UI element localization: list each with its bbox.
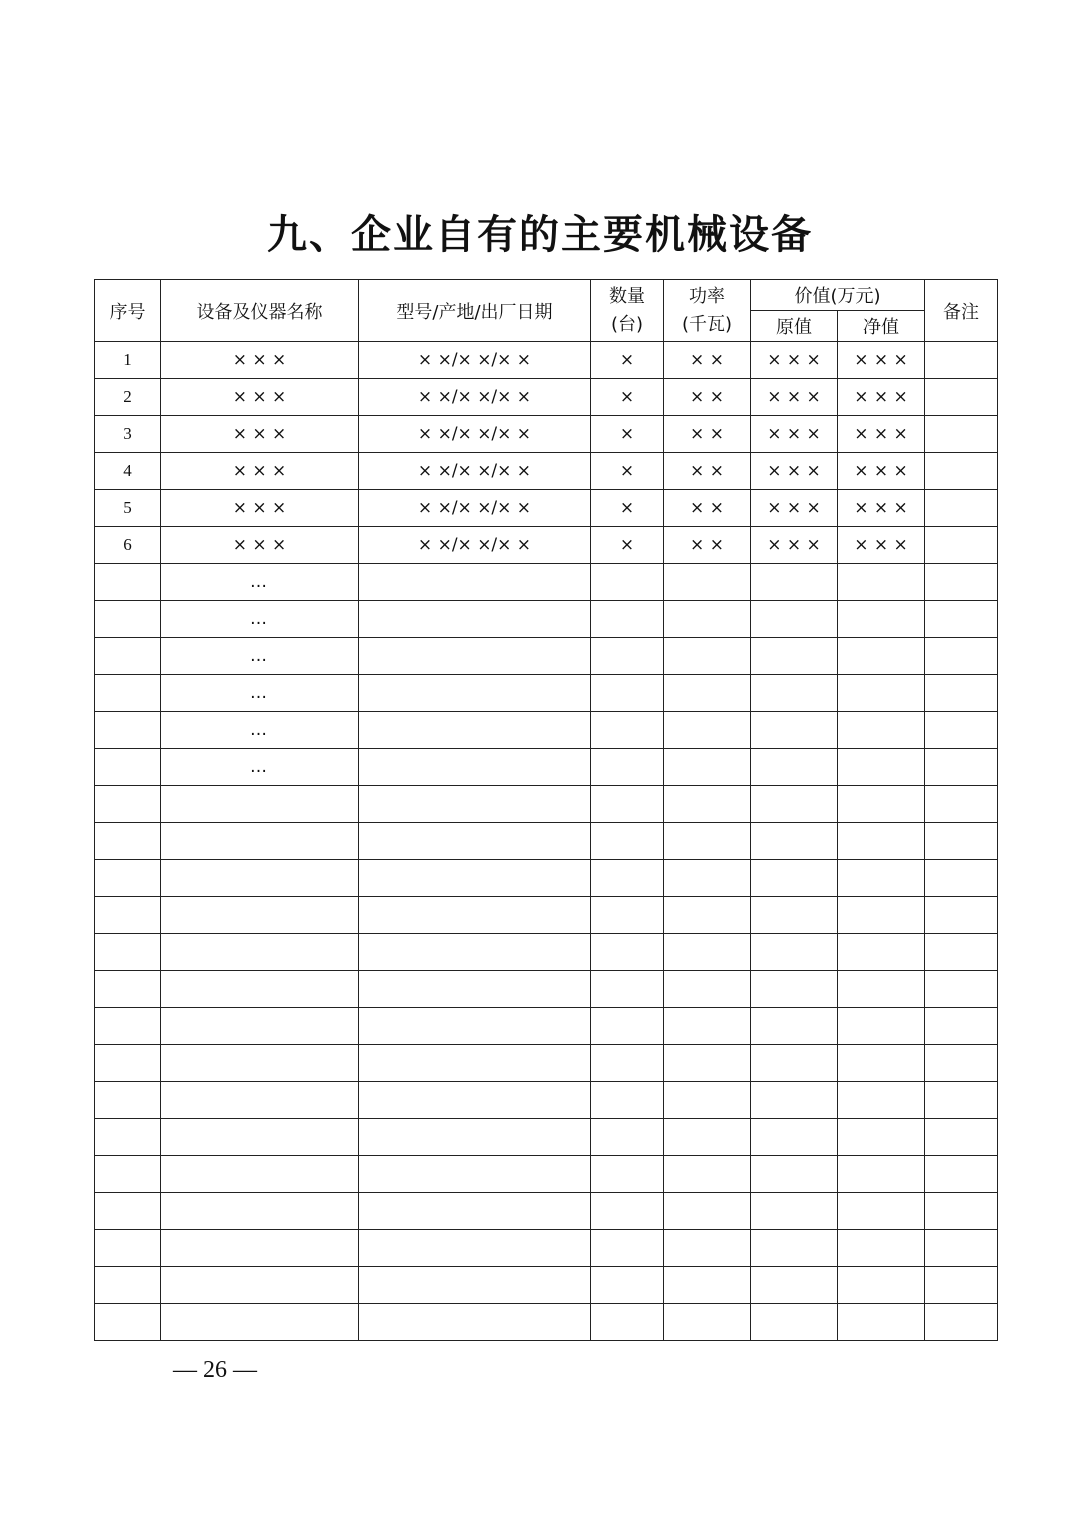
cell-quantity (591, 1082, 664, 1119)
cell-model (359, 1267, 591, 1304)
cell-quantity: × (591, 453, 664, 490)
header-quantity-unit: (台) (610, 313, 644, 335)
cell-name: … (161, 564, 359, 601)
header-remark: 备注 (925, 280, 998, 342)
cell-value-net (838, 675, 925, 712)
cell-name: … (161, 675, 359, 712)
cell-model (359, 675, 591, 712)
cell-quantity (591, 971, 664, 1008)
cell-model (359, 1082, 591, 1119)
cell-power (664, 564, 751, 601)
cell-value-net: × × × (838, 379, 925, 416)
cell-value-net (838, 601, 925, 638)
cell-remark (925, 971, 998, 1008)
cell-remark (925, 416, 998, 453)
cell-name (161, 1082, 359, 1119)
cell-model: × ×/× ×/× × (359, 453, 591, 490)
cell-value-net (838, 638, 925, 675)
cell-name: … (161, 712, 359, 749)
cell-value-original (751, 786, 838, 823)
cell-name (161, 823, 359, 860)
page-number: — 26 — (173, 1357, 257, 1383)
cell-remark (925, 638, 998, 675)
cell-seq: 4 (95, 453, 161, 490)
cell-value-net (838, 860, 925, 897)
cell-remark (925, 453, 998, 490)
table-row (95, 453, 998, 490)
cell-value-original (751, 675, 838, 712)
cell-value-net (838, 786, 925, 823)
cell-name (161, 971, 359, 1008)
cell-power (664, 638, 751, 675)
cell-value-original: × × × (751, 342, 838, 379)
cell-value-net (838, 1008, 925, 1045)
cell-remark (925, 860, 998, 897)
cell-value-original (751, 823, 838, 860)
cell-value-net (838, 823, 925, 860)
table-row (95, 416, 998, 453)
cell-value-net (838, 1230, 925, 1267)
cell-value-net (838, 1082, 925, 1119)
cell-remark (925, 1119, 998, 1156)
cell-quantity (591, 749, 664, 786)
cell-model (359, 1230, 591, 1267)
table-row (95, 1193, 998, 1230)
cell-name (161, 934, 359, 971)
cell-power (664, 1193, 751, 1230)
cell-seq (95, 749, 161, 786)
table-row (95, 1267, 998, 1304)
table-header (95, 280, 998, 342)
cell-remark (925, 712, 998, 749)
cell-value-net (838, 564, 925, 601)
cell-value-net (838, 712, 925, 749)
cell-seq (95, 1008, 161, 1045)
cell-value-original (751, 564, 838, 601)
cell-model (359, 749, 591, 786)
cell-remark (925, 749, 998, 786)
cell-quantity (591, 1156, 664, 1193)
cell-model (359, 1156, 591, 1193)
header-power (664, 280, 751, 342)
cell-value-net: × × × (838, 490, 925, 527)
cell-remark (925, 342, 998, 379)
cell-name: × × × (161, 379, 359, 416)
cell-value-net: × × × (838, 453, 925, 490)
cell-value-net (838, 1045, 925, 1082)
cell-value-original (751, 712, 838, 749)
cell-quantity (591, 675, 664, 712)
cell-value-original (751, 1156, 838, 1193)
cell-model (359, 823, 591, 860)
cell-remark (925, 1230, 998, 1267)
cell-seq (95, 823, 161, 860)
header-value: 价值(万元) (751, 280, 925, 311)
cell-power (664, 1156, 751, 1193)
cell-power (664, 675, 751, 712)
cell-quantity (591, 712, 664, 749)
cell-value-original (751, 1119, 838, 1156)
cell-model (359, 564, 591, 601)
table-row (95, 1230, 998, 1267)
cell-value-net (838, 971, 925, 1008)
cell-model (359, 971, 591, 1008)
cell-value-original (751, 1304, 838, 1341)
table-row (95, 342, 998, 379)
cell-power (664, 897, 751, 934)
cell-remark (925, 490, 998, 527)
cell-seq (95, 1193, 161, 1230)
cell-quantity (591, 823, 664, 860)
cell-remark (925, 601, 998, 638)
cell-seq (95, 712, 161, 749)
table-row (95, 675, 998, 712)
cell-quantity (591, 1193, 664, 1230)
cell-seq: 1 (95, 342, 161, 379)
cell-power: × × (664, 490, 751, 527)
cell-remark (925, 1082, 998, 1119)
table-row (95, 860, 998, 897)
cell-value-original (751, 897, 838, 934)
cell-model: × ×/× ×/× × (359, 379, 591, 416)
header-value-net: 净值 (838, 311, 925, 342)
cell-seq (95, 1045, 161, 1082)
cell-model (359, 860, 591, 897)
table-row (95, 490, 998, 527)
cell-power: × × (664, 379, 751, 416)
cell-value-original (751, 601, 838, 638)
cell-quantity (591, 1045, 664, 1082)
cell-seq (95, 564, 161, 601)
cell-value-original: × × × (751, 490, 838, 527)
cell-seq (95, 601, 161, 638)
cell-remark (925, 527, 998, 564)
cell-power: × × (664, 416, 751, 453)
equipment-table (94, 279, 998, 1341)
cell-model (359, 1045, 591, 1082)
cell-power (664, 786, 751, 823)
page-title: 九、企业自有的主要机械设备 (267, 211, 813, 258)
table-row (95, 786, 998, 823)
cell-quantity: × (591, 527, 664, 564)
header-power-unit: (千瓦) (681, 313, 733, 335)
cell-name (161, 897, 359, 934)
cell-value-net (838, 1193, 925, 1230)
cell-value-net (838, 1304, 925, 1341)
table-row (95, 712, 998, 749)
cell-seq (95, 934, 161, 971)
cell-remark (925, 1045, 998, 1082)
cell-quantity: × (591, 490, 664, 527)
cell-model (359, 786, 591, 823)
cell-name (161, 860, 359, 897)
table-row (95, 1304, 998, 1341)
header-quantity (591, 280, 664, 342)
cell-name (161, 1008, 359, 1045)
table-row (95, 1156, 998, 1193)
cell-quantity (591, 601, 664, 638)
cell-model (359, 897, 591, 934)
cell-seq: 2 (95, 379, 161, 416)
cell-model: × ×/× ×/× × (359, 527, 591, 564)
header-quantity-label: 数量 (609, 285, 645, 307)
cell-seq (95, 1267, 161, 1304)
cell-seq: 5 (95, 490, 161, 527)
header-power-label: 功率 (689, 285, 725, 307)
cell-remark (925, 675, 998, 712)
cell-value-net: × × × (838, 342, 925, 379)
table-row (95, 971, 998, 1008)
table-row (95, 934, 998, 971)
cell-power (664, 712, 751, 749)
table-row (95, 601, 998, 638)
cell-seq: 3 (95, 416, 161, 453)
header-name: 设备及仪器名称 (161, 280, 359, 342)
table-row (95, 1045, 998, 1082)
table-body (95, 342, 998, 1341)
cell-value-net (838, 897, 925, 934)
cell-name (161, 1230, 359, 1267)
cell-power (664, 1045, 751, 1082)
cell-value-original: × × × (751, 379, 838, 416)
cell-name: × × × (161, 342, 359, 379)
cell-value-net: × × × (838, 527, 925, 564)
cell-model: × ×/× ×/× × (359, 342, 591, 379)
cell-power (664, 1230, 751, 1267)
cell-value-original (751, 971, 838, 1008)
cell-power: × × (664, 453, 751, 490)
cell-seq (95, 1156, 161, 1193)
cell-name (161, 786, 359, 823)
cell-remark (925, 1156, 998, 1193)
cell-quantity (591, 934, 664, 971)
table-row (95, 1119, 998, 1156)
cell-model (359, 1008, 591, 1045)
cell-value-net (838, 749, 925, 786)
cell-remark (925, 564, 998, 601)
cell-power (664, 823, 751, 860)
cell-value-original (751, 1193, 838, 1230)
cell-remark (925, 823, 998, 860)
table-row (95, 564, 998, 601)
cell-quantity (591, 564, 664, 601)
cell-power (664, 860, 751, 897)
cell-seq: 6 (95, 527, 161, 564)
cell-power (664, 1119, 751, 1156)
cell-value-net (838, 1156, 925, 1193)
cell-remark (925, 379, 998, 416)
cell-model: × ×/× ×/× × (359, 416, 591, 453)
cell-seq (95, 675, 161, 712)
cell-quantity: × (591, 379, 664, 416)
cell-name: … (161, 601, 359, 638)
table-row (95, 527, 998, 564)
cell-seq (95, 638, 161, 675)
cell-power (664, 1304, 751, 1341)
cell-name: × × × (161, 490, 359, 527)
cell-name: × × × (161, 453, 359, 490)
cell-name (161, 1304, 359, 1341)
cell-name: … (161, 749, 359, 786)
cell-model (359, 1304, 591, 1341)
cell-quantity (591, 1267, 664, 1304)
cell-seq (95, 1119, 161, 1156)
cell-quantity (591, 1008, 664, 1045)
cell-seq (95, 1304, 161, 1341)
cell-power (664, 601, 751, 638)
cell-remark (925, 1304, 998, 1341)
cell-value-original: × × × (751, 416, 838, 453)
header-seq: 序号 (95, 280, 161, 342)
cell-value-original: × × × (751, 527, 838, 564)
cell-power (664, 971, 751, 1008)
cell-seq (95, 860, 161, 897)
header-value-original: 原值 (751, 311, 838, 342)
cell-name: × × × (161, 527, 359, 564)
cell-power: × × (664, 527, 751, 564)
table-row (95, 379, 998, 416)
cell-name (161, 1267, 359, 1304)
cell-value-net (838, 1267, 925, 1304)
cell-remark (925, 1008, 998, 1045)
table-row (95, 1008, 998, 1045)
cell-name (161, 1119, 359, 1156)
cell-value-net (838, 934, 925, 971)
cell-value-original (751, 1008, 838, 1045)
cell-value-original (751, 934, 838, 971)
cell-quantity (591, 786, 664, 823)
cell-value-original (751, 1082, 838, 1119)
cell-remark (925, 1267, 998, 1304)
cell-seq (95, 1082, 161, 1119)
cell-value-original (751, 1267, 838, 1304)
cell-model (359, 712, 591, 749)
cell-quantity (591, 1230, 664, 1267)
cell-value-original (751, 749, 838, 786)
cell-model (359, 1119, 591, 1156)
cell-value-original (751, 860, 838, 897)
cell-quantity (591, 638, 664, 675)
table-row (95, 638, 998, 675)
cell-quantity (591, 1119, 664, 1156)
cell-seq (95, 897, 161, 934)
cell-seq (95, 1230, 161, 1267)
cell-remark (925, 897, 998, 934)
cell-name: … (161, 638, 359, 675)
cell-quantity (591, 1304, 664, 1341)
cell-quantity: × (591, 416, 664, 453)
cell-value-original: × × × (751, 453, 838, 490)
cell-model (359, 1193, 591, 1230)
cell-seq (95, 971, 161, 1008)
table-row (95, 749, 998, 786)
cell-name: × × × (161, 416, 359, 453)
cell-power (664, 1267, 751, 1304)
cell-value-original (751, 1230, 838, 1267)
table-row (95, 897, 998, 934)
cell-name (161, 1193, 359, 1230)
cell-quantity (591, 860, 664, 897)
cell-value-net (838, 1119, 925, 1156)
table-row (95, 823, 998, 860)
cell-power (664, 749, 751, 786)
cell-name (161, 1156, 359, 1193)
table-row (95, 1082, 998, 1119)
cell-remark (925, 786, 998, 823)
cell-value-original (751, 638, 838, 675)
cell-power (664, 1008, 751, 1045)
cell-model (359, 934, 591, 971)
cell-value-original (751, 1045, 838, 1082)
cell-quantity: × (591, 342, 664, 379)
cell-value-net: × × × (838, 416, 925, 453)
header-model: 型号/产地/出厂日期 (359, 280, 591, 342)
cell-power (664, 934, 751, 971)
cell-name (161, 1045, 359, 1082)
cell-remark (925, 934, 998, 971)
cell-remark (925, 1193, 998, 1230)
cell-seq (95, 786, 161, 823)
cell-quantity (591, 897, 664, 934)
cell-model: × ×/× ×/× × (359, 490, 591, 527)
cell-model (359, 601, 591, 638)
cell-model (359, 638, 591, 675)
cell-power (664, 1082, 751, 1119)
cell-power: × × (664, 342, 751, 379)
